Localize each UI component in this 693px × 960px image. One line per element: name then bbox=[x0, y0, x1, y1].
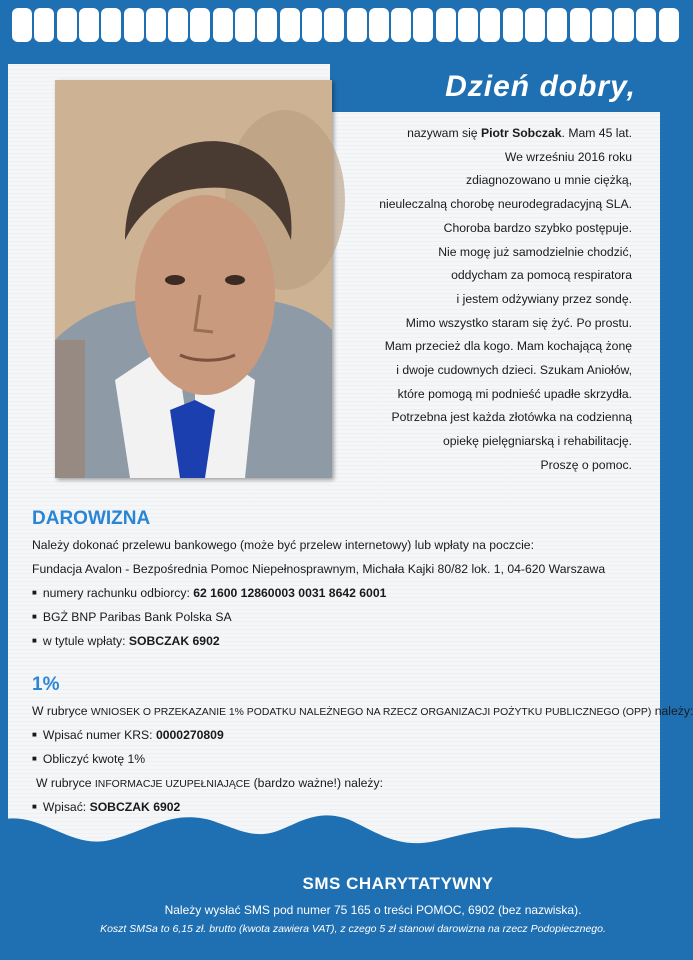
additional-info-instruction bbox=[36, 776, 383, 790]
notebook-hole bbox=[257, 8, 277, 42]
notebook-hole bbox=[570, 8, 590, 42]
account-number: 62 1600 12860003 0031 8642 6001 bbox=[193, 586, 387, 600]
intro-line bbox=[332, 122, 632, 146]
notebook-hole bbox=[413, 8, 433, 42]
notebook-hole bbox=[614, 8, 634, 42]
foundation-address: Fundacja Avalon - Bezpośrednia Pomoc Niepełnosprawnym, Michała Kajki 80/82 lok. 1, 04-620 Warszawa bbox=[32, 562, 606, 576]
intro-line-text: nazywam się bbox=[407, 126, 481, 140]
notebook-hole bbox=[235, 8, 255, 42]
bank-name-item bbox=[32, 610, 232, 624]
calculate-item bbox=[32, 752, 145, 766]
notebook-hole bbox=[302, 8, 322, 42]
tax-form-text: W rubryce bbox=[32, 704, 91, 718]
calculate-text: Obliczyć kwotę 1% bbox=[42, 752, 146, 766]
account-label: numery rachunku odbiorcy: bbox=[42, 586, 194, 600]
notebook-hole bbox=[436, 8, 456, 42]
krs-number: 0000270809 bbox=[155, 728, 224, 742]
notebook-hole bbox=[592, 8, 612, 42]
notebook-hole bbox=[347, 8, 367, 42]
bank-name: BGŻ BNP Paribas Bank Polska SA bbox=[42, 610, 232, 624]
additional-info-text: W rubryce bbox=[36, 776, 95, 790]
notebook-hole bbox=[324, 8, 344, 42]
notebook-hole bbox=[525, 8, 545, 42]
tax-form-caption: WNIOSEK O PRZEKAZANIE 1% PODATKU NALEŻNEGO NA RZECZ ORGANIZACJI POŻYTKU PUBLICZNEGO (OPP) bbox=[90, 707, 652, 718]
intro-line-text: . Mam 45 lat. bbox=[561, 126, 632, 140]
sms-heading: SMS CHARYTATYWNY bbox=[302, 874, 494, 893]
intro-line: Proszę o pomoc. bbox=[540, 457, 632, 472]
intro-line: zdiagnozowano u mnie ciężką, bbox=[466, 173, 632, 188]
intro-line: Mimo wszystko staram się żyć. Po prostu. bbox=[405, 315, 632, 330]
account-number-item bbox=[32, 586, 386, 600]
write-value: SOBCZAK 6902 bbox=[89, 800, 181, 814]
notebook-hole bbox=[34, 8, 54, 42]
notebook-hole bbox=[124, 8, 144, 42]
notebook-hole bbox=[146, 8, 166, 42]
notebook-hole bbox=[547, 8, 567, 42]
write-item bbox=[32, 800, 180, 814]
sms-cost-note: Koszt SMSa to 6,15 zł. brutto (kwota zawiera VAT), z czego 5 zł stanowi darowizna na rzecz Podopiecznego. bbox=[100, 923, 606, 935]
intro-line: Choroba bardzo szybko postępuje. bbox=[443, 220, 632, 235]
tax-form-text: należy: bbox=[651, 704, 693, 718]
notebook-hole bbox=[391, 8, 411, 42]
notebook-hole bbox=[280, 8, 300, 42]
tax-form-instruction bbox=[32, 704, 693, 718]
notebook-hole bbox=[213, 8, 233, 42]
notebook-hole bbox=[369, 8, 389, 42]
notebook-hole bbox=[190, 8, 210, 42]
notebook-hole bbox=[458, 8, 478, 42]
intro-line: Potrzebna jest każda złotówka na codzienną bbox=[391, 410, 632, 425]
krs-item bbox=[32, 728, 224, 742]
intro-line: które pomogą mi podnieść upadłe skrzydła. bbox=[397, 386, 632, 401]
transfer-title-item bbox=[32, 634, 220, 648]
donation-heading: DAROWIZNA bbox=[32, 508, 151, 529]
intro-line: i jestem odżywiany przez sondę. bbox=[456, 291, 632, 306]
transfer-title-value: SOBCZAK 6902 bbox=[128, 634, 220, 648]
intro-line: opiekę pielęgniarską i rehabilitację. bbox=[442, 434, 632, 449]
sms-instruction: Należy wysłać SMS pod numer 75 165 o treści POMOC, 6902 (bez nazwiska). bbox=[164, 903, 582, 917]
notebook-hole bbox=[79, 8, 99, 42]
intro-text bbox=[332, 122, 632, 478]
additional-info-caption: INFORMACJE UZUPEŁNIAJĄCE bbox=[94, 779, 251, 790]
notebook-hole bbox=[168, 8, 188, 42]
intro-line: Mam przecież dla kogo. Mam kochającą żonę bbox=[384, 339, 632, 354]
notebook-hole bbox=[503, 8, 523, 42]
notebook-hole bbox=[636, 8, 656, 42]
notebook-hole bbox=[480, 8, 500, 42]
additional-info-text: (bardzo ważne!) należy: bbox=[250, 776, 384, 790]
transfer-title-label: w tytule wpłaty: bbox=[42, 634, 129, 648]
notebook-hole bbox=[57, 8, 77, 42]
person-name: Piotr Sobczak bbox=[480, 126, 562, 140]
write-label: Wpisać: bbox=[42, 800, 90, 814]
intro-line: oddycham za pomocą respiratora bbox=[451, 268, 632, 283]
intro-line: nieuleczalną chorobę neurodegradacyjną SLA. bbox=[379, 197, 632, 212]
krs-label: Wpisać numer KRS: bbox=[42, 728, 156, 742]
notebook-hole bbox=[659, 8, 679, 42]
notebook-holes-strip bbox=[0, 0, 676, 60]
notebook-hole bbox=[101, 8, 121, 42]
intro-line: i dwoje cudownych dzieci. Szukam Aniołów, bbox=[396, 363, 632, 378]
greeting-heading: Dzień dobry, bbox=[445, 70, 636, 103]
portrait-photo bbox=[55, 80, 332, 478]
intro-line: We wrześniu 2016 roku bbox=[504, 149, 632, 164]
notebook-hole bbox=[12, 8, 32, 42]
intro-line: Nie mogę już samodzielnie chodzić, bbox=[438, 244, 632, 259]
donation-instruction: Należy dokonać przelewu bankowego (może być przelew internetowy) lub wpłaty na poczcie: bbox=[32, 538, 534, 552]
one-percent-heading: 1% bbox=[32, 674, 60, 695]
